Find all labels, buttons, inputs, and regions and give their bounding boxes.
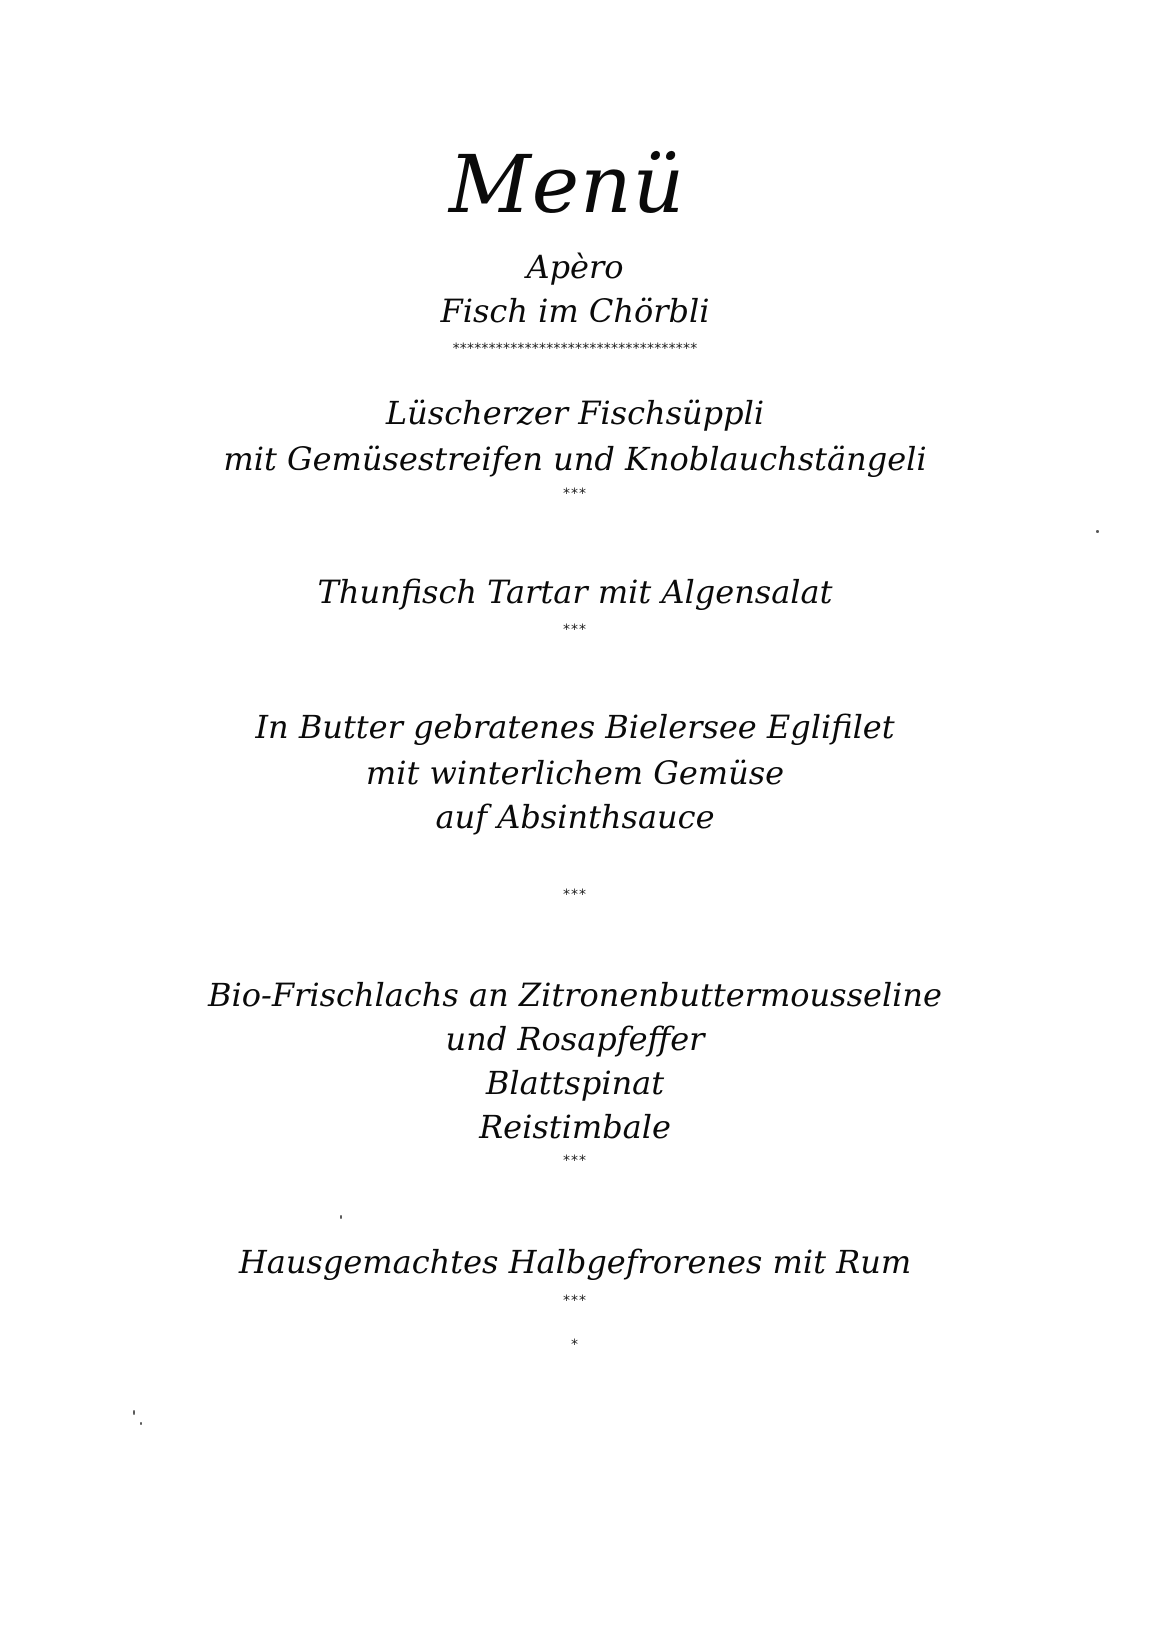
course-3-line-2: mit winterlichem Gemüse bbox=[365, 754, 785, 792]
course-3-line-1: In Butter gebratenes Bielersee Eglifilet bbox=[255, 708, 895, 746]
course-4-line-2: und Rosapfeffer bbox=[445, 1020, 705, 1058]
course-1-line-1: Lüscherzer Fischsüppli bbox=[385, 394, 765, 432]
divider-long: ********************************** bbox=[452, 341, 698, 357]
course-5-line-1: Hausgemachtes Halbgefrorenes mit Rum bbox=[238, 1243, 912, 1281]
divider-4: *** bbox=[563, 1153, 587, 1169]
divider-3: *** bbox=[563, 887, 587, 903]
scan-speck bbox=[140, 1422, 142, 1425]
scan-speck bbox=[340, 1215, 342, 1219]
final-star: * bbox=[571, 1337, 579, 1353]
aperitif-item: Fisch im Chörbli bbox=[440, 292, 710, 330]
course-4-line-4: Reistimbale bbox=[479, 1108, 671, 1146]
course-4-line-1: Bio-Frischlachs an Zitronenbuttermousseline bbox=[208, 976, 942, 1014]
aperitif-label: Apèro bbox=[526, 248, 624, 286]
course-1-line-2: mit Gemüsestreifen und Knoblauchstängeli bbox=[223, 440, 927, 478]
course-2-line-1: Thunfisch Tartar mit Algensalat bbox=[317, 573, 833, 611]
menu-title: Menü bbox=[448, 138, 686, 231]
divider-1: *** bbox=[563, 486, 587, 502]
scan-speck bbox=[133, 1410, 135, 1415]
course-4-line-3: Blattspinat bbox=[485, 1064, 665, 1102]
scan-speck bbox=[1096, 530, 1099, 533]
divider-2: *** bbox=[563, 622, 587, 638]
divider-5: *** bbox=[563, 1293, 587, 1309]
course-3-line-3: auf Absinthsauce bbox=[435, 798, 715, 836]
